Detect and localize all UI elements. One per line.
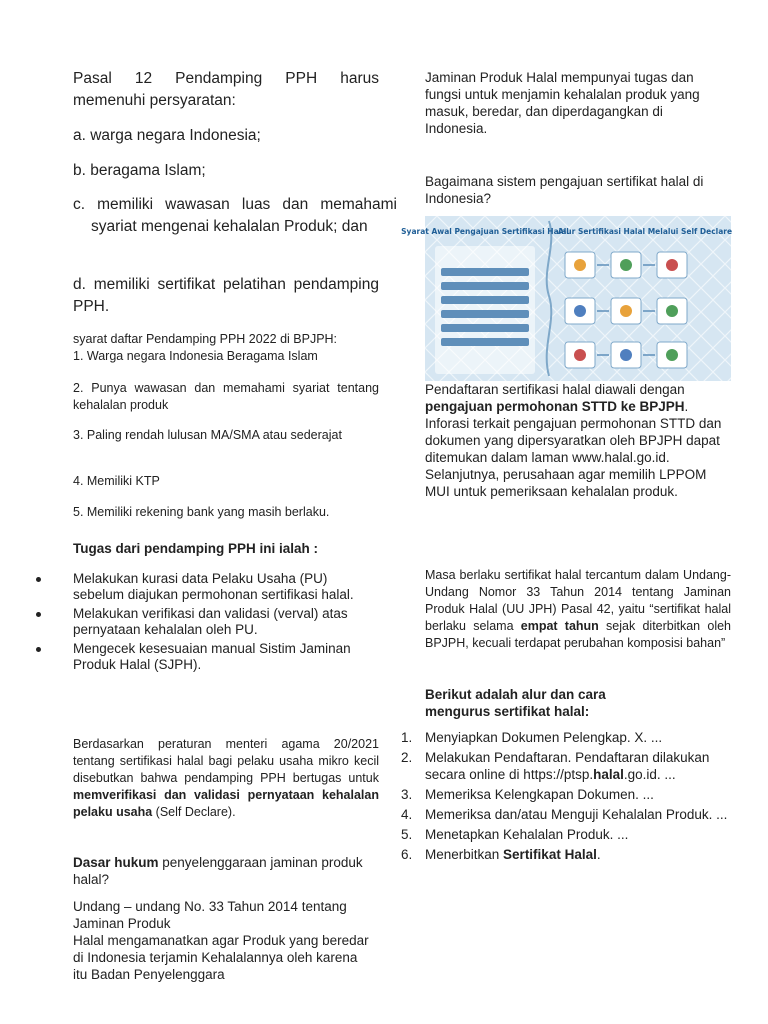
pendaftaran-paragraph: Pendaftaran sertifikasi halal diawali dengan pengajuan permohonan STTD ke BPJPH. Inforasi terkait pengajuan permohonan STTD dan dokumen yang dipersyaratkan oleh BPJPH dapat ditemukan dalam laman www.halal.go.id. Selanjutnya, perusahaan agar memilih LPPOM MUI untuk pemeriksaan kehalalan produk. (425, 382, 722, 499)
peraturan-paragraph: Berdasarkan peraturan menteri agama 20/2021 tentang sertifikasi halal bagi pelaku usaha mikro kecil disebutkan bahwa pendamping PPH bertugas untuk memverifikasi dan validasi pernyataan kehalalan pelaku usaha (Self Declare). (73, 737, 379, 819)
alur-steps-list (401, 729, 731, 866)
undang-paragraph: Undang – undang No. 33 Tahun 2014 tentang Jaminan Produk Halal mengamanatkan agar Produk yang beredar di Indonesia terjamin Kehalalannya oleh karena itu Badan Penyelenggara (73, 899, 369, 982)
dasar-hukum-question: Dasar hukum penyelenggaraan jaminan produk halal? (73, 855, 363, 887)
bullet-icon (36, 647, 41, 652)
image-left-title: Syarat Awal Pengajuan Sertifikasi Halal (401, 227, 569, 236)
syarat-intro: syarat daftar Pendamping PPH 2022 di BPJPH: (73, 332, 338, 346)
list-item: 4. Memeriksa dan/atau Menguji Kehalalan Produk. ... (401, 807, 728, 822)
list-item: Melakukan kurasi data Pelaku Usaha (PU) sebelum diajukan permohonan sertifikasi halal. (36, 571, 379, 603)
requirement-d: d. memiliki sertifikat pelatihan pendamping PPH. (73, 276, 379, 315)
requirement-a: a. warga negara Indonesia; (73, 127, 261, 144)
syarat-item-4: 4. Memiliki KTP (73, 474, 160, 488)
syarat-item-3: 3. Paling rendah lulusan MA/SMA atau sederajat (73, 428, 342, 442)
list-item: Mengecek kesesuaian manual Sistim Jaminan Produk Halal (SJPH). (36, 641, 379, 673)
bullet-icon (36, 612, 41, 617)
masa-berlaku-paragraph: Masa berlaku sertifikat halal tercantum dalam Undang-Undang Nomor 33 Tahun 2014 tentang Jaminan Produk Halal (UU JPH) Pasal 42, yaitu “sertifikat halal berlaku selama empat tahun sejak diterbitkan oleh BPJPH, kecuali terdapat perubahan komposisi bahan” (425, 568, 731, 650)
sistem-question: Bagaimana sistem pengajuan sertifikat halal di Indonesia? (425, 174, 704, 206)
image-right-title: Alur Sertifikasi Halal Melalui Self Declare (557, 227, 733, 236)
infographic-svg (401, 216, 733, 381)
list-item: 1. Menyiapkan Dokumen Pelengkap. X. ... (401, 730, 663, 745)
alur-sertifikasi-image (401, 216, 733, 381)
requirement-b: b. beragama Islam; (73, 162, 206, 179)
bullet-icon (36, 577, 41, 582)
list-item: 2. Melakukan Pendaftaran. Pendaftaran dilakukan secara online di https://ptsp.halal.go.id. ... (401, 750, 710, 782)
syarat-item-1: 1. Warga negara Indonesia Beragama Islam (73, 349, 318, 363)
list-item: 3. Memeriksa Kelengkapan Dokumen. ... (401, 787, 654, 802)
list-item: 5. Menetapkan Kehalalan Produk. ... (401, 827, 629, 842)
tugas-heading: Tugas dari pendamping PPH ini ialah : (73, 541, 319, 556)
list-item: Melakukan verifikasi dan validasi (verval) atas pernyataan kehalalan oleh PU. (36, 606, 379, 638)
syarat-item-2: 2. Punya wawasan dan memahami syariat tentang kehalalan produk (73, 381, 379, 412)
alur-heading: Berikut adalah alur dan cara mengurus sertifikat halal: (425, 687, 606, 719)
tugas-list (36, 571, 379, 676)
intro-paragraph: Jaminan Produk Halal mempunyai tugas dan fungsi untuk menjamin kehalalan produk yang masuk, beredar, dan diperdagangkan di Indonesia. (425, 70, 700, 136)
syarat-item-5: 5. Memiliki rekening bank yang masih berlaku. (73, 505, 330, 519)
list-item: 6. Menerbitkan Sertifikat Halal. (401, 847, 601, 862)
requirement-c: c. memiliki wawasan luas dan memahami syariat mengenai kehalalan Produk; dan (73, 196, 397, 235)
pasal-title: Pasal 12 Pendamping PPH harus memenuhi persyaratan: (73, 70, 379, 109)
